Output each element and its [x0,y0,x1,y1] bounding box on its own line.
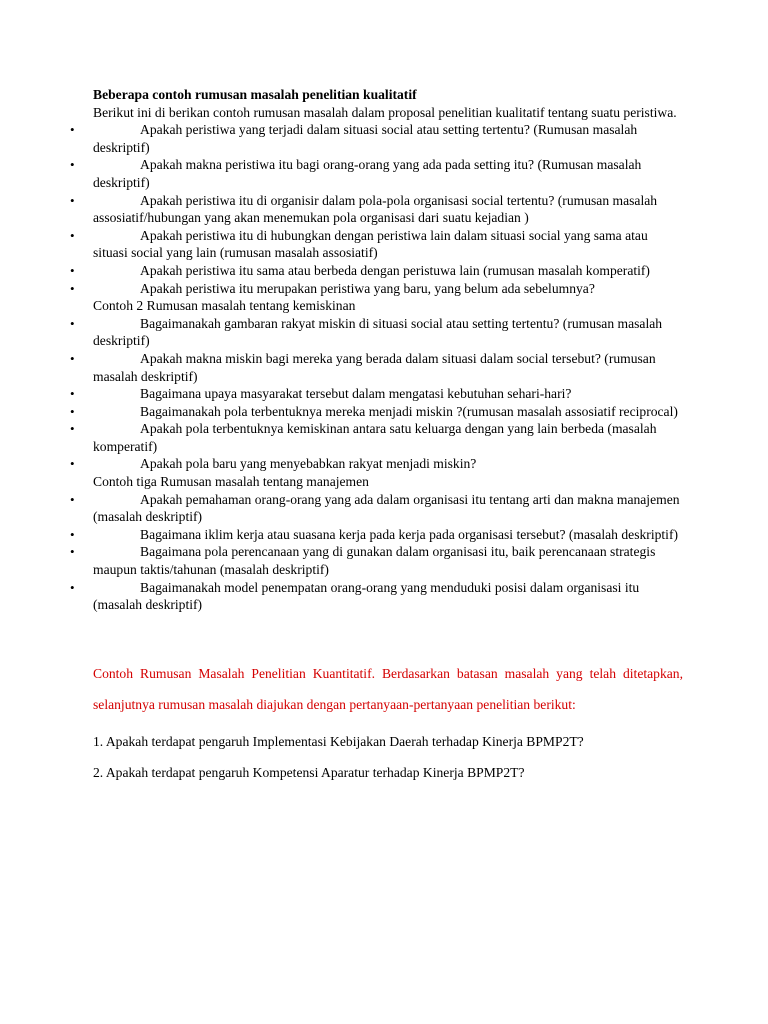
bullet-icon: • [70,262,75,278]
list-item-text: Bagaimanakah model penempatan orang-orang yang menduduki posisi dalam organisasi itu (masalah deskriptif) [93,579,640,613]
list-kemiskinan [70,315,683,473]
list-item [70,280,683,298]
bullet-icon: • [70,157,75,173]
section-heading: Beberapa contoh rumusan masalah penelitian kualitatif [93,87,417,102]
kuantitatif-paragraph: Contoh Rumusan Masalah Penelitian Kuantitatif. Berdasarkan batasan masalah yang telah ditetapkan, selanjutnya rumusan masalah diajukan dengan pertanyaan-pertanyaan penelitian berikut: [93,665,683,712]
list-item [70,543,683,578]
list-item-text: Apakah peristiwa itu merupakan peristiwa yang baru, yang belum ada sebelumnya? [140,280,595,296]
list-item-text: Apakah peristiwa itu sama atau berbeda dengan peristuwa lain (rumusan masalah komperatif) [140,262,650,278]
list-item [70,315,683,350]
list-item [70,192,683,227]
list-item-text: Apakah peristiwa itu di organisir dalam pola-pola organisasi social tertentu? (rumusan masalah assosiatif/hubungan yang akan menemukan pola organisasi dari suatu kejadian ) [93,192,658,226]
numbered-questions [93,733,683,781]
bullet-icon: • [70,579,75,595]
bullet-icon: • [70,386,75,402]
bullet-icon: • [70,544,75,560]
bullet-icon: • [70,526,75,542]
list-item-text: Bagaimana pola perencanaan yang di gunakan dalam organisasi itu, baik perencanaan strategis maupun taktis/tahunan (masalah deskriptif) [93,544,656,578]
bullet-icon: • [70,491,75,507]
contoh-3-heading: Contoh tiga Rumusan masalah tentang manajemen [93,474,369,490]
bullet-icon: • [70,350,75,366]
list-item [70,227,683,262]
list-item [70,350,683,385]
bullet-icon: • [70,280,75,296]
list-item-text: Apakah peristiwa yang terjadi dalam situasi social atau setting tertentu? (Rumusan masalah deskriptif) [93,122,638,155]
list-item-text: Bagaimanakah gambaran rakyat miskin di situasi social atau setting tertentu? (rumusan masalah deskriptif) [93,315,663,349]
intro-paragraph: Berikut ini di berikan contoh rumusan masalah dalam proposal penelitian kualitatif tentang suatu peristiwa. [93,104,677,120]
list-manajemen [70,491,683,614]
list-item [70,403,683,421]
list-item-text: Apakah pola terbentuknya kemiskinan antara satu keluarga dengan yang lain berbeda (masalah komperatif) [93,421,657,454]
numbered-item: 2. Apakah terdapat pengaruh Kompetensi Aparatur terhadap Kinerja BPMP2T? [93,765,525,780]
bullet-icon: • [70,315,75,331]
document-content [70,86,683,795]
list-item [70,491,683,526]
list-item [70,121,683,156]
bullet-icon: • [70,403,75,419]
bullet-icon: • [70,192,75,208]
contoh-2-heading: Contoh 2 Rumusan masalah tentang kemiskinan [93,298,356,314]
list-peristiwa [70,121,683,297]
list-item-text: Apakah makna miskin bagi mereka yang berada dalam situasi dalam social tersebut? (rumusan masalah deskriptif) [93,350,656,384]
list-item [70,579,683,614]
list-item-text: Apakah peristiwa itu di hubungkan dengan peristiwa lain dalam situasi social yang sama atau situasi social yang lain (rumusan masalah assosiatif) [93,227,648,261]
list-item-text: Bagaimanakah pola terbentuknya mereka menjadi miskin ?(rumusan masalah assosiatif reciprocal) [140,403,678,419]
list-item-text: Apakah makna peristiwa itu bagi orang-orang yang ada pada setting itu? (Rumusan masalah deskriptif) [93,157,642,190]
list-item [70,526,683,544]
list-item [70,262,683,280]
list-item-text: Apakah pola baru yang menyebabkan rakyat menjadi miskin? [140,456,477,472]
bullet-icon: • [70,421,75,437]
list-item-text: Apakah pemahaman orang-orang yang ada dalam organisasi itu tentang arti dan makna manajemen (masalah deskriptif) [93,491,680,525]
list-item-text: Bagaimana iklim kerja atau suasana kerja pada kerja pada organisasi tersebut? (masalah deskriptif) [140,526,678,542]
numbered-item: 1. Apakah terdapat pengaruh Implementasi Kebijakan Daerah terhadap Kinerja BPMP2T? [93,734,584,750]
bullet-icon: • [70,227,75,243]
list-item [70,420,683,455]
list-item [70,385,683,403]
bullet-icon: • [70,456,75,472]
list-item [70,455,683,473]
list-item [70,156,683,191]
bullet-icon: • [70,122,75,138]
list-item-text: Bagaimana upaya masyarakat tersebut dalam mengatasi kebutuhan sehari-hari? [140,386,572,402]
